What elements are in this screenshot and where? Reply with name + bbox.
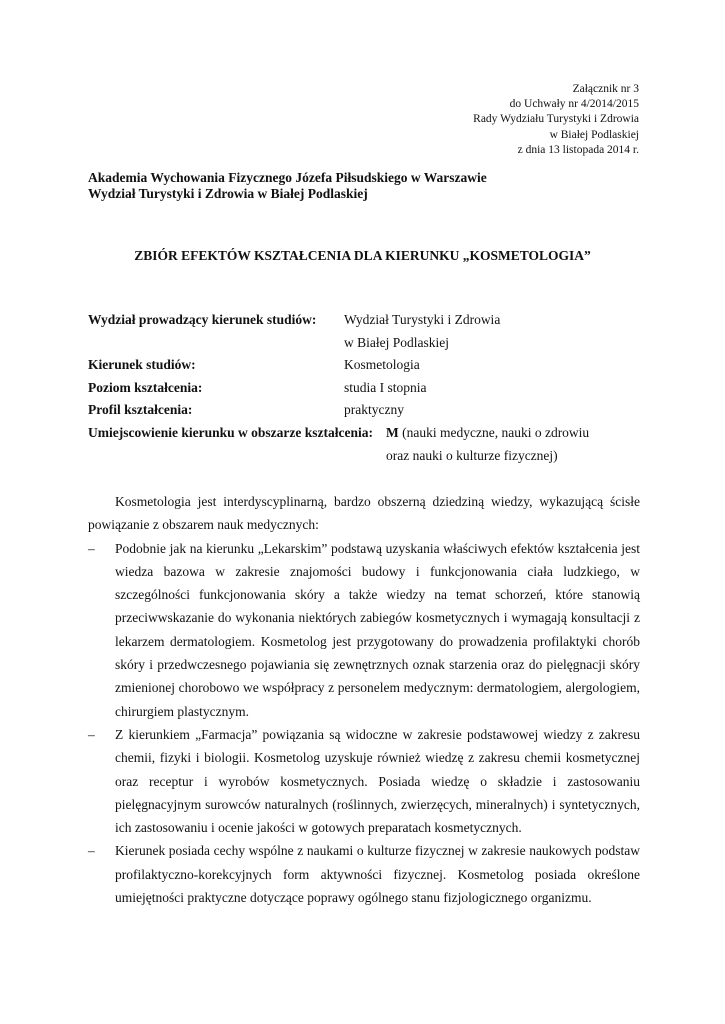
area-value: [386, 422, 589, 445]
annex-location: w Białej Podlaskiej: [549, 128, 639, 141]
faculty-label: Wydział prowadzący kierunek studiów:: [88, 312, 317, 327]
list-item-text: Kierunek posiada cechy wspólne z naukami o kulturze fizycznej w zakresie naukowych podstaw profilaktyczno-korekcyjnych form aktywności fizycznej. Kosmetolog posiada określone umiejętności praktyczne dotyczące poprawy ogólnego stanu fizjologicznego organizmu.: [115, 843, 640, 906]
list-item-text: Podobnie jak na kierunku „Lekarskim” podstawą uzyskania właściwych efektów kształcenia jest wiedza bazowa w zakresie znajomości budowy i funkcjonowania ciała ludzkiego, w szczególności funkcjonowania skóry a także wiedzy na temat schorzeń, które stanowią przeciwwskazanie do wykonania niektórych zabiegów kosmetycznych i wymagają konsultacji z lekarzem dermatologiem. Kosmetolog jest przygotowany do prowadzenia profilaktyki chorób skóry i przedwczesnego pojawiania się zewnętrznych oznak starzenia oraz do pielęgnacji skóry zmienionej chorobowo we współpracy z personelem medycznym: dermatologiem, alergologiem, chirurgiem plastycznym.: [115, 540, 640, 719]
annex-date: z dnia 13 listopada 2014 r.: [517, 143, 639, 156]
dash-bullet: –: [88, 726, 95, 742]
level-label: Poziom kształcenia:: [88, 379, 203, 395]
info-row-area: [88, 422, 648, 445]
area-label: Umiejscowienie kierunku w obszarze kształcenia:: [88, 424, 373, 440]
course-info: [88, 309, 648, 467]
info-row-course: [88, 354, 648, 377]
list-item-text: Z kierunkiem „Farmacja” powiązania są widoczne w zakresie podstawowej wiedzy z zakresu chemii, fizyki i biologii. Kosmetolog uzyskuje również wiedzę z zakresu chemii kosmetycznej oraz receptur i wyrobów kosmetycznych. Posiada wiedzę o składzie i zastosowaniu pielęgnacyjnym surowców naturalnych (roślinnych, zwierzęcych, mineralnych) i syntetycznych, ich zastosowaniu i ocenie jakości w gotowych preparatach kosmetycznych.: [115, 726, 640, 836]
faculty-name: Wydział Turystyki i Zdrowia w Białej Podlaskiej: [88, 186, 368, 201]
document-title: ZBIÓR EFEKTÓW KSZTAŁCENIA DLA KIERUNKU „KOSMETOLOGIA”: [134, 248, 591, 263]
intro-paragraph: Kosmetologia jest interdyscyplinarną, bardzo obszerną dziedziną wiedzy, wykazującą ścisłe powiązanie z obszarem nauk medycznych:: [88, 494, 640, 533]
annex-council: Rady Wydziału Turystyki i Zdrowia: [473, 113, 639, 126]
area-value-cont: oraz nauki o kulturze fizycznej): [386, 447, 558, 463]
info-row-faculty: [88, 309, 648, 332]
info-row-profile: [88, 399, 648, 422]
faculty-value: Wydział Turystyki i Zdrowia: [344, 312, 501, 327]
institution-heading: [88, 170, 487, 202]
area-code: M: [386, 424, 399, 440]
annex-number: Załącznik nr 3: [572, 83, 639, 95]
level-value: studia I stopnia: [344, 379, 427, 395]
list-item: [88, 839, 640, 909]
course-label: Kierunek studiów:: [88, 357, 196, 373]
course-value: Kosmetologia: [344, 357, 420, 373]
info-row-faculty-cont: [88, 332, 648, 355]
annex-resolution: do Uchwały nr 4/2014/2015: [509, 98, 639, 111]
area-value-text: (nauki medyczne, nauki o zdrowiu: [402, 424, 590, 440]
info-row-level: [88, 377, 648, 400]
info-row-area-cont: [88, 445, 648, 468]
dash-bullet: –: [88, 540, 95, 556]
profile-value: praktyczny: [344, 402, 404, 418]
list-item: [88, 723, 640, 839]
annex-header: [473, 82, 639, 158]
list-item: [88, 537, 640, 723]
document-body: [88, 490, 640, 909]
faculty-value-cont: w Białej Podlaskiej: [344, 334, 449, 350]
profile-label: Profil kształcenia:: [88, 402, 193, 418]
dash-bullet: –: [88, 843, 95, 859]
university-name: Akademia Wychowania Fizycznego Józefa Piłsudskiego w Warszawie: [88, 170, 487, 185]
